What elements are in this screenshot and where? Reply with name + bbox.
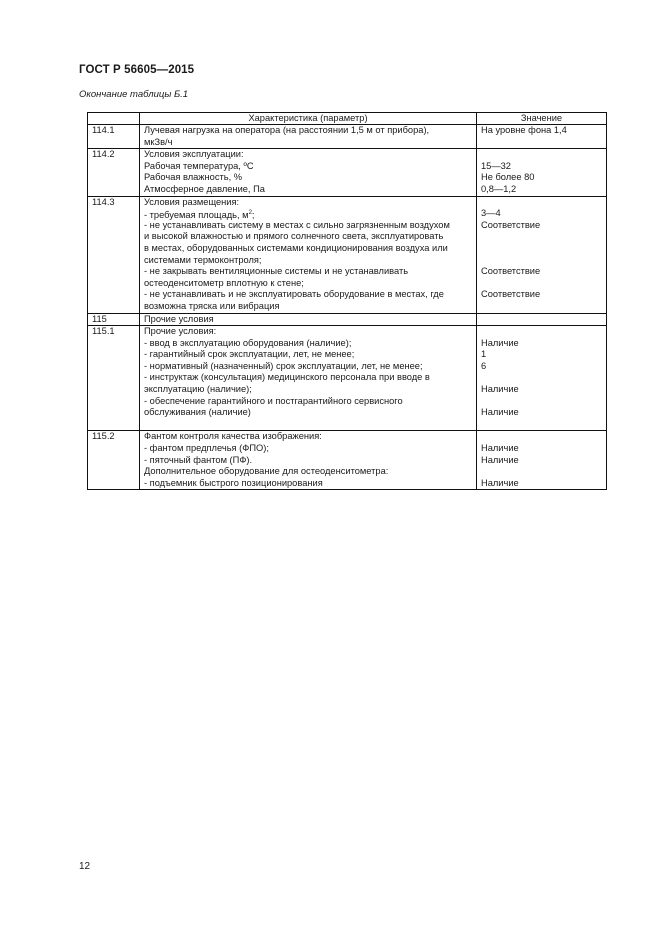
value-line (481, 372, 602, 384)
characteristic-cell (140, 326, 477, 431)
characteristic-line: - инструктаж (консультация) медицинского персонала при вводе в (144, 372, 430, 383)
characteristic-cell (140, 313, 477, 326)
characteristic-line: - гарантийный срок эксплуатации, лет, не менее; (144, 349, 355, 360)
value-line (481, 278, 602, 290)
value-line: Наличие (481, 477, 519, 488)
characteristic-line: мкЗв/ч (144, 136, 173, 147)
value-line (481, 255, 602, 267)
row-number: 114.3 (88, 196, 140, 313)
value-line: Не более 80 (481, 172, 535, 183)
characteristic-line: Атмосферное давление, Па (144, 183, 265, 194)
superscript-suffix: ; (251, 210, 255, 221)
characteristic-line: Рабочая температура, ºС (144, 160, 254, 171)
characteristic-line: Прочие условия: (144, 326, 217, 337)
value-cell (477, 431, 607, 490)
characteristic-cell (140, 196, 477, 313)
table-row (88, 125, 607, 149)
value-cell (477, 149, 607, 196)
value-line: Соответствие (481, 219, 541, 230)
table-row (88, 149, 607, 196)
page-number: 12 (79, 861, 91, 872)
row-number: 115.1 (88, 326, 140, 431)
value-line (481, 301, 602, 313)
value-line (481, 149, 602, 161)
characteristic-line: - ввод в эксплуатацию оборудования (наличие); (144, 337, 352, 348)
characteristic-line: - нормативный (назначенный) срок эксплуатации, лет, не менее; (144, 360, 423, 371)
characteristic-line: Рабочая влажность, % (144, 172, 243, 183)
characteristic-line: в местах, оборудованных системами кондиционирования воздуха или (144, 242, 448, 253)
table-row (88, 196, 607, 313)
characteristic-line: - пяточный фантом (ПФ). (144, 454, 253, 465)
row-number: 115.2 (88, 431, 140, 490)
table-row (88, 313, 607, 326)
value-line (481, 197, 602, 209)
value-line: Наличие (481, 454, 519, 465)
characteristic-cell (140, 149, 477, 196)
characteristic-line: обслуживания (наличие) (144, 407, 251, 418)
value-line: 3—4 (481, 208, 501, 219)
characteristic-line: эксплуатацию (наличие); (144, 384, 252, 395)
value-line: Наличие (481, 407, 519, 418)
characteristic-cell (140, 125, 477, 149)
value-line: 0,8—1,2 (481, 183, 517, 194)
value-line (481, 231, 602, 243)
value-line: На уровне фона 1,4 (481, 125, 567, 135)
characteristic-line (144, 419, 472, 431)
value-line: 15—32 (481, 160, 511, 171)
characteristic-line: Условия размещения: (144, 196, 240, 207)
unit-superscript: 2 (248, 210, 252, 217)
characteristic-line: - фантом предплечья (ФПО); (144, 443, 269, 454)
value-line: Наличие (481, 384, 519, 395)
value-cell (477, 326, 607, 431)
value-line (481, 243, 602, 255)
characteristic-line: Прочие условия (144, 313, 214, 324)
value-line (481, 137, 602, 149)
value-line (481, 396, 602, 408)
row-number: 114.1 (88, 125, 140, 149)
row-number: 114.2 (88, 149, 140, 196)
value-line (481, 431, 602, 443)
characteristic-line: Условия эксплуатации: (144, 149, 244, 160)
value-line (481, 314, 602, 326)
value-line: Наличие (481, 443, 519, 454)
characteristic-cell (140, 431, 477, 490)
header-characteristic: Характеристика (параметр) (140, 113, 477, 125)
characteristic-line: Фантом контроля качества изображения: (144, 431, 322, 442)
value-line (481, 419, 602, 431)
characteristic-line: Дополнительное оборудование для остеоденситометра: (144, 466, 389, 477)
characteristic-line: - не устанавливать и не эксплуатировать оборудование в местах, где (144, 289, 444, 300)
value-line: Соответствие (481, 266, 541, 277)
row-number: 115 (88, 313, 140, 326)
characteristic-line: Лучевая нагрузка на оператора (на расстоянии 1,5 м от прибора), (144, 125, 430, 135)
value-cell (477, 313, 607, 326)
value-line: 1 (481, 349, 487, 360)
characteristic-line: - подъемник быстрого позиционирования (144, 477, 323, 488)
characteristic-line: системами термоконтроля; (144, 254, 262, 265)
table-caption: Окончание таблицы Б.1 (79, 89, 189, 100)
value-line (481, 326, 602, 338)
header-num-cell (88, 113, 140, 125)
table-row (88, 326, 607, 431)
value-cell (477, 125, 607, 149)
value-line: Наличие (481, 337, 519, 348)
value-line (481, 466, 602, 478)
characteristic-line: - обеспечение гарантийного и постгарантийного сервисного (144, 395, 403, 406)
characteristic-line: - требуемая площадь, $м^2$; (144, 210, 255, 221)
value-line: 6 (481, 360, 487, 371)
characteristic-line: и высокой влажностью и прямого солнечного света, эксплуатировать (144, 231, 444, 242)
value-cell (477, 196, 607, 313)
characteristic-line: возможна тряска или вибрация (144, 300, 280, 311)
characteristic-line: - не устанавливать систему в местах с сильно загрязненным воздухом (144, 219, 450, 230)
characteristic-line: - не закрывать вентиляционные системы и не устанавливать (144, 266, 409, 277)
table-header-row (88, 113, 607, 125)
spec-table (87, 112, 607, 490)
table-row (88, 431, 607, 490)
value-line: Соответствие (481, 289, 541, 300)
standard-designation: ГОСТ Р 56605—2015 (79, 64, 195, 76)
header-value: Значение (477, 113, 607, 125)
characteristic-line: остеоденситометр вплотную к стене; (144, 277, 304, 288)
